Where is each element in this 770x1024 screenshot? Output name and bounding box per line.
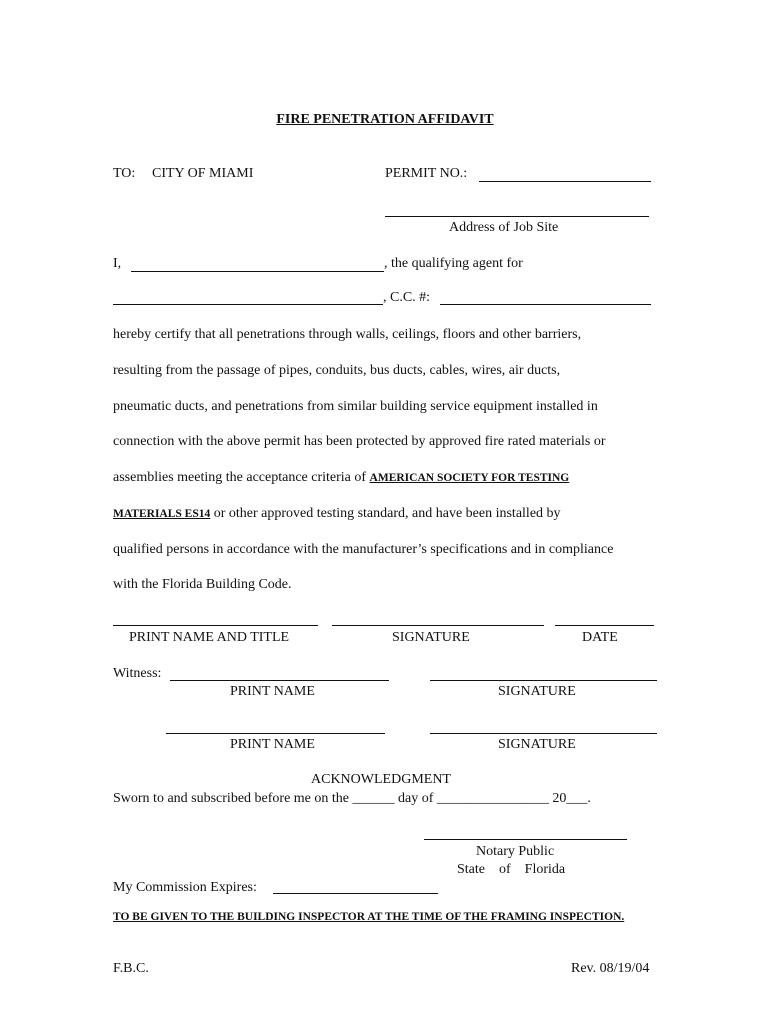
permit-label: PERMIT NO.: [385,166,468,181]
cc-number-field[interactable] [440,304,651,305]
address-label: Address of Job Site [449,220,559,235]
body-line-5-text: assemblies meeting the acceptance criteria of [113,470,367,485]
to-value: CITY OF MIAMI [152,166,254,181]
witness-label: Witness: [113,666,162,681]
body-line-4: connection with the above permit has been protected by approved fire rated materials or [113,434,606,449]
signature-field[interactable] [332,625,544,626]
inspection-notice: TO BE GIVEN TO THE BUILDING INSPECTOR AT THE TIME OF THE FRAMING INSPECTION. [113,911,625,923]
body-line-1: hereby certify that all penetrations through walls, ceilings, floors and other barriers, [113,327,582,342]
permit-number-field[interactable] [479,181,651,182]
witness-1-print-name-field[interactable] [170,680,389,681]
signature-label: SIGNATURE [392,630,470,645]
agent-name-field[interactable] [131,271,384,272]
notary-public-label: Notary Public [476,844,555,859]
job-site-address-field[interactable] [385,216,649,217]
witness-2-print-name-field[interactable] [166,733,385,734]
date-field[interactable] [555,625,654,626]
body-line-2: resulting from the passage of pipes, conduits, bus ducts, cables, wires, air ducts, [113,363,561,378]
witness-1-signature-label: SIGNATURE [498,684,576,699]
cc-label: , C.C. #: [383,290,431,305]
witness-2-signature-label: SIGNATURE [498,737,576,752]
form-title: FIRE PENETRATION AFFIDAVIT [276,112,494,127]
body-line-7: qualified persons in accordance with the manufacturer’s specifications and in compliance [113,542,614,557]
state-of-florida-label: State of Florida [457,862,566,877]
witness-2-print-name-label: PRINT NAME [230,737,315,752]
body-line-3: pneumatic ducts, and penetrations from similar building service equipment installed in [113,399,598,414]
witness-1-print-name-label: PRINT NAME [230,684,315,699]
acknowledgment-heading: ACKNOWLEDGMENT [311,772,451,787]
to-label: TO: [113,166,136,181]
body-line-6 [113,507,561,521]
body-line-5 [113,471,569,485]
commission-expires-field[interactable] [273,893,438,894]
i-label: I, [113,256,122,271]
notary-signature-field[interactable] [424,839,627,840]
footer-revision: Rev. 08/19/04 [571,961,650,976]
commission-expires-label: My Commission Expires: [113,880,257,895]
date-label: DATE [582,630,618,645]
print-name-title-field[interactable] [113,625,318,626]
witness-1-signature-field[interactable] [430,680,657,681]
qualifying-agent-text: , the qualifying agent for [384,256,523,271]
body-line-8: with the Florida Building Code. [113,577,292,592]
witness-2-signature-field[interactable] [430,733,657,734]
footer-code: F.B.C. [113,961,149,976]
astm-es14-reference: MATERIALS ES14 [113,508,211,520]
sworn-statement: Sworn to and subscribed before me on the ______ day of ________________ 20___. [113,791,591,806]
body-line-6-text: or other approved testing standard, and have been installed by [213,506,561,521]
print-name-title-label: PRINT NAME AND TITLE [129,630,290,645]
company-name-field[interactable] [113,304,383,305]
astm-reference: AMERICAN SOCIETY FOR TESTING [369,472,570,484]
